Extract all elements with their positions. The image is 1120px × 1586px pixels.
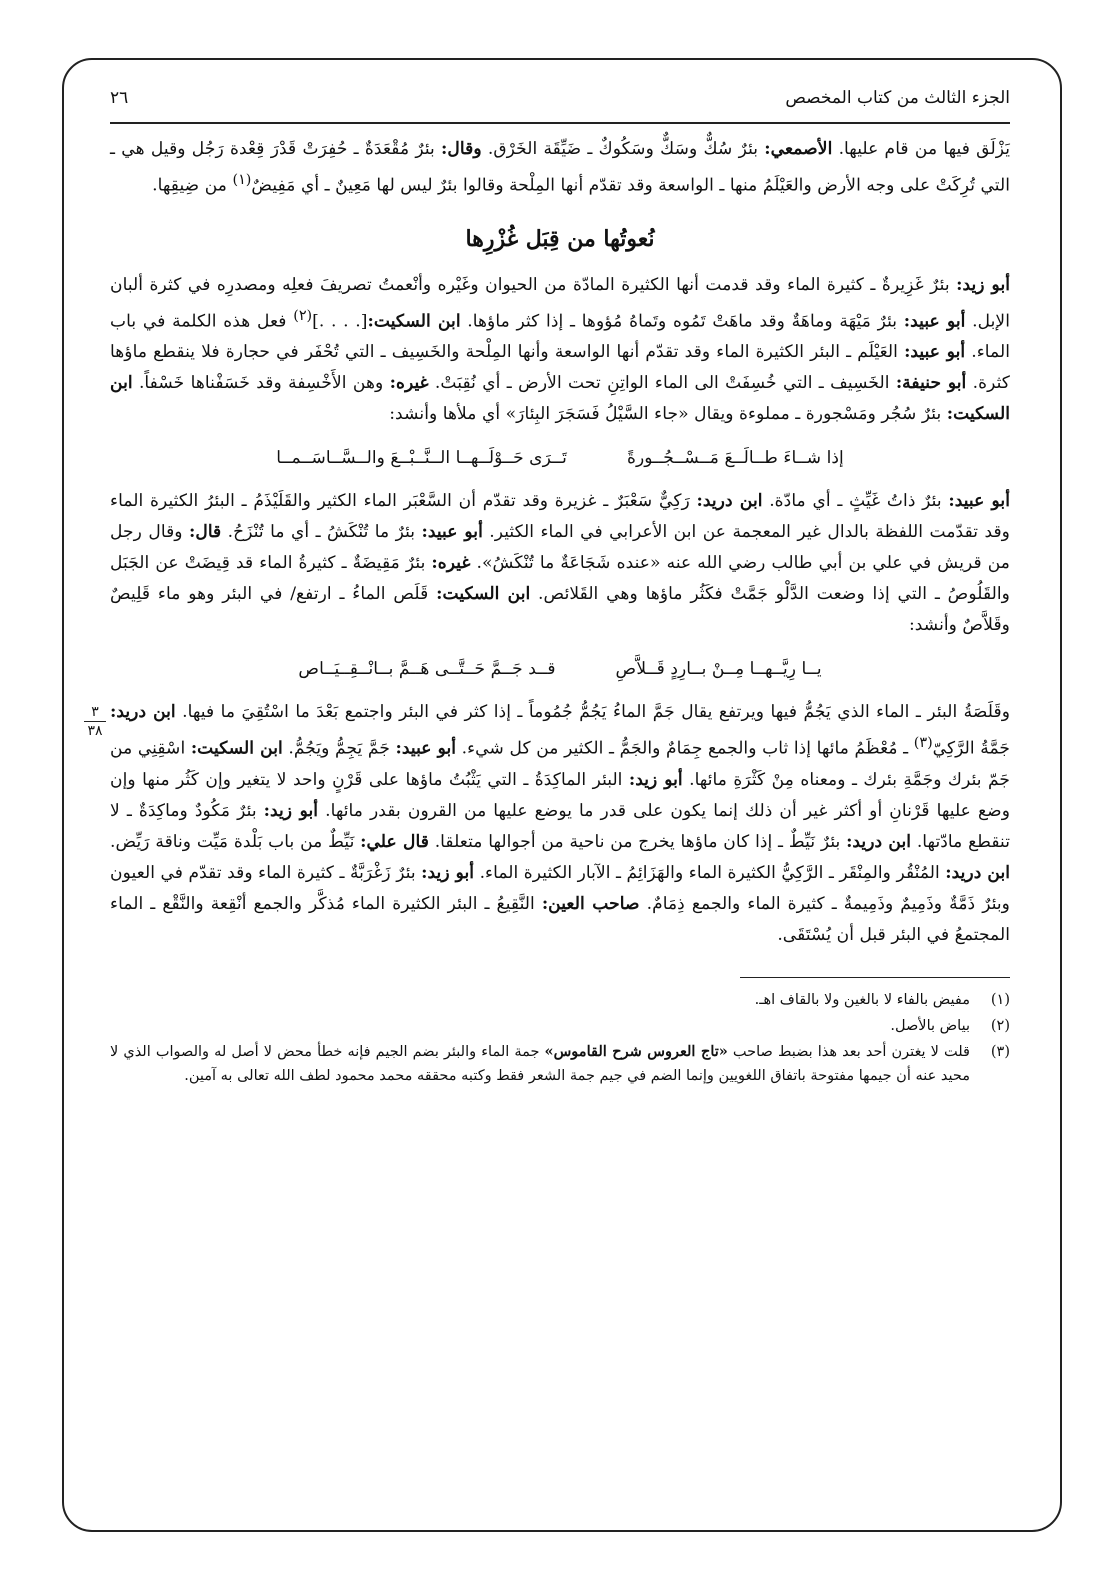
text-run: يَزْلَق فيها من قام عليها. [832, 139, 1010, 159]
author-label: ابن السكيت: [190, 739, 283, 760]
footnote-rule [740, 977, 1010, 978]
author-label: أبو زيد: [956, 274, 1010, 295]
footnote [110, 1014, 1010, 1038]
text-run: جَمَّةُ الرَّكِيّ [932, 739, 1011, 760]
text-run: جَمَّ يَجِمُّ ويَجُمُّ. [282, 739, 396, 760]
text-run: البئر الماكِدَةُ ـ التي يَثْبُتُ ماؤها على قَرْنٍ واحد لا يتغير وإن كَثُر منها وإن وضع عليها قَرْنانِ أو أكثر غير أن ذلك إنما يكون على قدر ما يوضع عليها من القرون بقدر مائها. [110, 770, 1011, 822]
author-label: ابن دريد: [696, 491, 763, 512]
paragraph-4 [110, 697, 1010, 951]
footnote-ref: (٣) [913, 735, 933, 752]
text-run: بئرٌ مَيْهَة وماهَةٌ وقد ماهَتْ تَمُوه وتَماهُ مُؤوها ـ إذا كثر ماؤها. [460, 311, 904, 332]
header-title: الجزء الثالث من كتاب المخصص [785, 88, 1010, 108]
page-number: ٢٦ [110, 88, 129, 108]
text-run: النَّقِيعُ ـ البئر الكثيرة الماء مُذكَّر والجمع أنْقِعة والنَّقْع ـ الماء المجتمعُ في البئر قبل أن يُسْتَقَى. [110, 894, 1010, 946]
footnote-text [110, 1040, 970, 1088]
footnote-ref: (٢) [293, 307, 313, 324]
text-run: فعل هذه الكلمة في باب الماء. [110, 311, 1010, 363]
text-run: اسْقِنِي من جَمّ بئرك وجَمَّةِ بئرك ـ ومعناه مِنْ كَثْرَةِ مائها. [110, 739, 1011, 791]
author-label: ابن السكيت: [367, 311, 461, 332]
text-run: وهن الأَخْسِفة وقد خَسَفْناها خَسْفاً. [132, 373, 390, 394]
verse-2-second-hemistich: قــد جَــمَّ حَــتَّــى هَــمَّ بــانْــقِــيَــاص [298, 659, 556, 680]
footnote-number: (٣) [990, 1044, 1010, 1061]
margin-marker-bottom: ٣٨ [87, 723, 103, 739]
text-run: بئرٌ مَقِيضَةٌ ـ كثيرةُ الماء قد قِيضَتْ عن الجَبَل والقَلُوصُ ـ التي إذا وضعت الدَّلْو جَمَّتْ فكَثُر ماؤها وهي القَلائص. [110, 553, 1010, 605]
text-run: بئرٌ مَكُودٌ وماكِدَةٌ ـ لا تنقطع مادّتها. [110, 801, 1010, 853]
footnote-number: (١) [990, 992, 1010, 1009]
footnote [110, 1040, 1010, 1088]
text-run: بئرٌ ذاتُ غَيِّثٍ ـ أي مادّة. [762, 491, 949, 512]
author-label: أبو عبيد: [421, 522, 483, 543]
author-label: أبو عبيد: [948, 491, 1010, 512]
text-run: قَلَص الماءُ ـ ارتفع/ في البئر وهو ماء قَلِيصٌ وقَلاَّصٌ وأنشد: [110, 584, 1010, 636]
footnote-ref: (١) [232, 172, 252, 188]
verse-1 [110, 448, 1010, 468]
text-run: وقال رجل من قريش في علي بن أبي طالب رضي الله عنه «عنده شَجَاعَةٌ ما تُنْكَشُ». [110, 522, 1011, 574]
text-run: بئرٌ مُقْعَدَةٌ ـ حُفِرَتْ قَدْرَ قِعْدة رَجُل وقيل هي ـ التي تُرِكَتْ على وجه الأرض والعَيْلَمُ منها ـ الواسعة وقد تقدّم أنها المِلْحة وقالوا بئرٌ ليس لها مَعِينٌ ـ أي مَفِيضٌ [110, 139, 1010, 196]
text-run: بئرٌ ما تُنْكَشُ ـ أي ما تُنْزَحُ. [221, 522, 422, 543]
text-run: رَكِيٌّ سَعْبَرٌ ـ غزيرة وقد تقدّم أن السَّعْبَر الماء الكثير والقَلَيْذَمُ ـ البئرُ الكثيرة الماء وقد تقدّمت اللفظة بالدال غير المعجمة عن ابن الأعرابي في الماء الكثير. [110, 491, 1010, 543]
author-label: ابن دريد: [110, 702, 176, 723]
author-label: «تاج العروس شرح القاموس» [544, 1043, 728, 1061]
footnotes [110, 988, 1010, 1088]
running-header [110, 80, 1010, 116]
author-label: غيره: [431, 553, 471, 574]
text-run: العَيْلَم ـ البئر الكثيرة الماء وقد تقدّم أنها الواسعة وأنها المِلْحة والخَسِيف ـ التي تُحْفَر في حجارة فلا ينقطع ماؤها كثرة. [110, 342, 1010, 394]
author-label: أبو عبيد: [395, 739, 457, 760]
author-label: غيره: [389, 373, 429, 394]
header-rule [110, 122, 1010, 124]
verse-1-first-hemistich: إذا شــاءَ طــالَــعَ مَــسْــجُــورةً [626, 448, 844, 469]
text-run: نَيِّطٌ من باب بَلْدة مَيِّت وناقة رَيِّض. [110, 832, 361, 853]
text-run: [. . . .] [312, 311, 368, 332]
page-content [110, 80, 1010, 1090]
text-run: بياض بالأصل. [890, 1018, 970, 1035]
text-run: من ضِيقِها. [152, 175, 233, 196]
intro-paragraph [110, 134, 1010, 202]
author-label: أبو عبيد: [904, 342, 966, 363]
author-label: أبو زيد: [421, 863, 475, 884]
author-label: أبو حنيفة: [895, 373, 967, 394]
text-run: المُنْقُر والمِنْقَر ـ الرَّكِيُّ الكثيرة الماء والهَزَائِمُ ـ الآبار الكثيرة الماء. [474, 863, 946, 884]
verse-2-first-hemistich: يــا رِيَّــهــا مِــنْ بــارِدٍ قَــلاَّصِ [615, 659, 822, 680]
text-run: وقَلَصَةُ البئر ـ الماء الذي يَجُمُّ فيها ويرتفع يقال جَمَّ الماءُ يَجُمُّ جُمُوماً ـ إذا كثر في البئر واجتمع بَعْدَ ما اسْتُقِيَ ما فيها. [175, 702, 1010, 723]
author-label: الأصمعي: [764, 139, 833, 159]
paragraph-2 [110, 270, 1010, 431]
footnote-text [110, 988, 970, 1012]
author-label: قال علي: [360, 832, 429, 853]
footnote-number: (٢) [990, 1018, 1010, 1035]
author-label: ابن دريد: [846, 832, 912, 853]
text-run: قلت لا يغترن أحد بعد هذا بضبط صاحب [727, 1044, 970, 1061]
verse-1-second-hemistich: تَــرَى حَــوْلَــهــا الــنَّــبْــعَ والــسَّــاسَــمــا [276, 448, 567, 469]
text-run: بئرٌ زَغْرَبَّةٌ ـ كثيرة الماء وقد تقدّم في العيون وبئرٌ ذَمَّةٌ وذَمِيمٌ وذَمِيمةٌ ـ كثيرة الماء والجمع ذِمَامٌ. [110, 863, 1010, 915]
margin-marker-bar [84, 721, 106, 722]
author-label: ابن دريد: [945, 863, 1011, 884]
author-label: أبو زيد: [628, 770, 683, 791]
text-run: ـ مُعْظَمُ مائها إذا ثاب والجمع جِمَامٌ والجَمُّ ـ الكثير من كل شيء. [456, 739, 914, 760]
text-run: بئرٌ سُجُر ومَسْجورة ـ مملوءة ويقال «جاء السَّيْلُ فَسَجَرَ البِئارَ» أي ملأها وأنشد: [389, 404, 947, 425]
text-run: بئرٌ نَيِّطٌ ـ إذا كان ماؤها يخرج من ناحية من أجوالها متعلقا. [428, 832, 847, 853]
footnote-text [110, 1014, 970, 1038]
author-label: صاحب العين: [541, 894, 640, 915]
author-label: ابن السكيت: [110, 373, 1010, 425]
paragraph-3 [110, 486, 1010, 641]
text-run: مفيض بالفاء لا بالغين ولا بالقاف اهـ. [754, 992, 970, 1009]
author-label: أبو عبيد: [903, 311, 966, 332]
verse-2 [110, 659, 1010, 679]
author-label: ابن السكيت: [436, 584, 531, 605]
margin-marker-top: ٣ [91, 704, 99, 720]
section-title: نُعوتُها من قِبَل غُزْرِها [465, 225, 655, 252]
text-run: بئرٌ سُكٌّ وسَكٌّ وسَكُوكٌ ـ ضَيِّقَة الخَرْق. [481, 139, 765, 159]
text-run: جمة الماء والبئر بضم الجيم فإنه خطأ محض لا أصل له والصواب الذي لا محيد عنه أن جيمها مفتوحة باتفاق اللغويين وإنما الضم في جيم جمة الشعر فقط وكتبه محققه محمد محمود لطف الله تعالى به آمين. [110, 1044, 970, 1085]
author-label: قال: [188, 522, 222, 543]
margin-page-marker [84, 705, 106, 738]
footnote [110, 988, 1010, 1012]
author-label: أبو زيد: [263, 801, 319, 822]
text-run: الخَسِيف ـ التي خُسِفَتْ الى الماء الواتِنِ تحت الأرض ـ أي نُقِبَتْ. [428, 373, 896, 394]
author-label: وقال: [441, 139, 482, 159]
text-run: بئرٌ غَزِيرةٌ ـ كثيرة الماء وقد قدمت أنها الكثيرة المادّة من الحيوان وغَيْره وأنْعمتُ تصريفَ فعلِه ومصدرِه في كثرة ألبان الإبل. [110, 274, 1010, 332]
